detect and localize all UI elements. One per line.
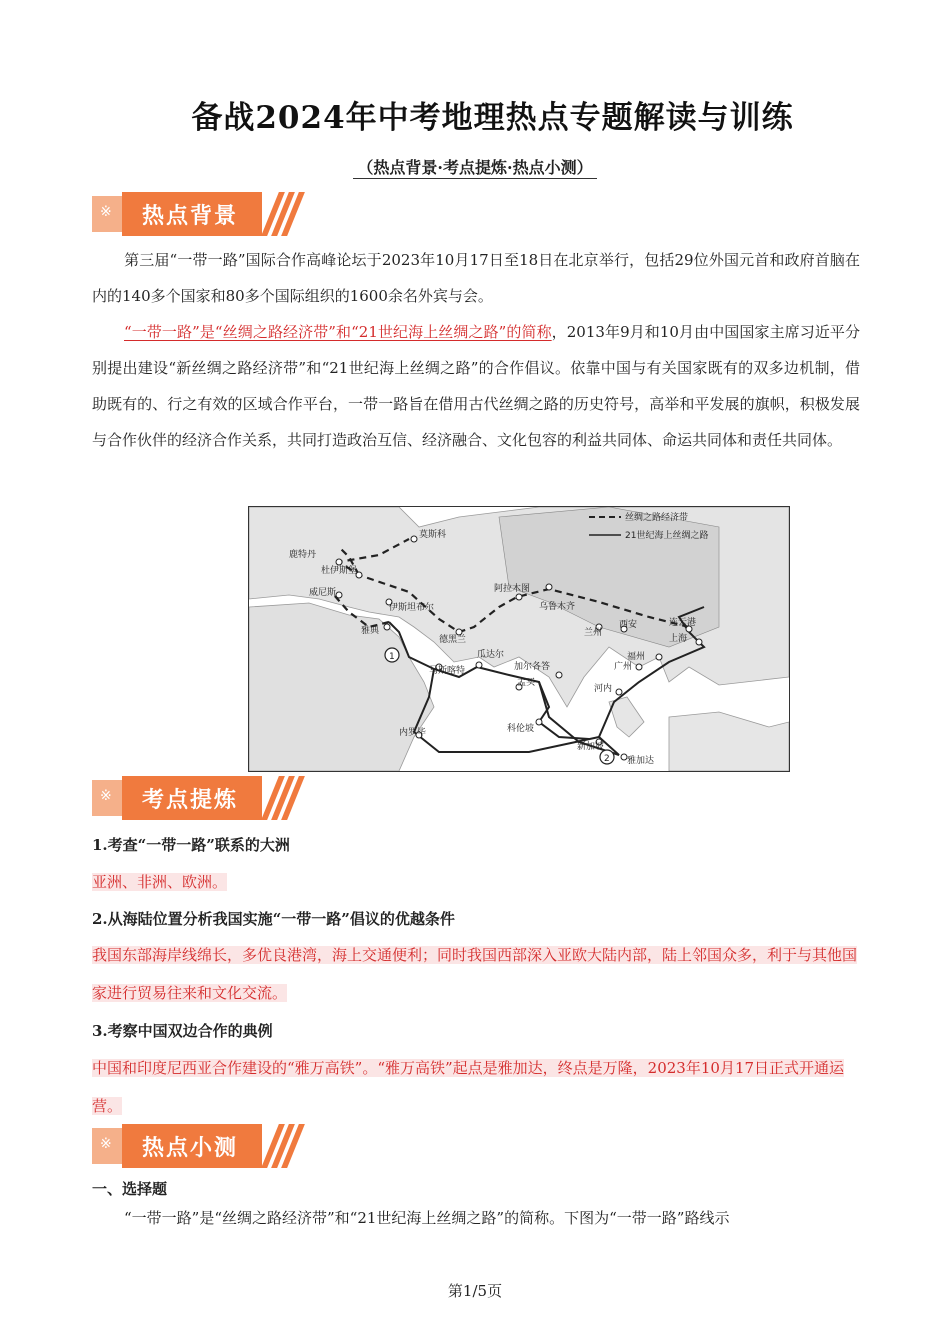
asterisk-icon: ※ — [100, 788, 112, 804]
svg-text:内罗毕: 内罗毕 — [399, 728, 427, 738]
svg-text:杜伊斯堡: 杜伊斯堡 — [321, 566, 358, 576]
section-banner-background — [92, 192, 302, 236]
section-banner-key-points — [92, 776, 302, 820]
svg-text:广州: 广州 — [614, 662, 633, 672]
svg-text:福州: 福州 — [627, 652, 646, 662]
svg-text:雅加达: 雅加达 — [627, 756, 655, 766]
key-point-question-3: 3.考察中国双边合作的典例 — [92, 1022, 273, 1040]
svg-text:科伦坡: 科伦坡 — [507, 724, 535, 734]
marker-1: 1 — [389, 652, 395, 662]
svg-text:孟买: 孟买 — [517, 678, 536, 688]
section-title-quiz: 热点小测 — [142, 1135, 239, 1161]
asterisk-icon: ※ — [100, 204, 112, 220]
svg-text:阿拉木图: 阿拉木图 — [494, 584, 531, 594]
page-title: 备战2024年中考地理热点专题解读与训练 — [191, 100, 794, 136]
svg-text:河内: 河内 — [594, 684, 613, 694]
svg-text:伊斯坦布尔: 伊斯坦布尔 — [389, 603, 435, 613]
svg-text:西安: 西安 — [619, 620, 638, 630]
svg-text:雅典: 雅典 — [361, 626, 380, 636]
svg-text:新加坡: 新加坡 — [577, 742, 605, 752]
section-title-key-points: 考点提炼 — [142, 787, 239, 813]
svg-text:乌鲁木齐: 乌鲁木齐 — [539, 602, 576, 612]
quiz-intro: “一带一路”是“丝绸之路经济带”和“21世纪海上丝绸之路”的简称。下图为“一带一路”路线示 — [124, 1209, 730, 1227]
svg-text:连云港: 连云港 — [669, 618, 697, 628]
svg-text:瓜达尔: 瓜达尔 — [477, 650, 505, 660]
svg-text:鹿特丹: 鹿特丹 — [289, 550, 317, 560]
map-graphic — [249, 507, 789, 771]
highlight-text: “一带一路”是“丝绸之路经济带”和“21世纪海上丝绸之路”的简称 — [124, 323, 552, 341]
page-subtitle: （热点背景·考点提炼·热点小测） — [0, 155, 950, 178]
svg-text:莫斯科: 莫斯科 — [419, 530, 447, 540]
svg-text:马斯喀特: 马斯喀特 — [429, 666, 466, 676]
belt-road-map — [248, 506, 790, 772]
section-banner-quiz — [92, 1124, 302, 1168]
section-title-background: 热点背景 — [142, 203, 239, 229]
asterisk-icon: ※ — [100, 1136, 112, 1152]
page-number: 第1/5页 — [447, 1282, 503, 1300]
background-paragraph-1: 第三届“一带一路”国际合作高峰论坛于2023年10月17日至18日在北京举行，包括29位外国元首和政府首脑在内的140多个国家和80多个国际组织的1600余名外宾与会。 — [92, 251, 860, 305]
svg-text:上海: 上海 — [669, 634, 688, 644]
key-point-question-1: 1.考查“一带一路”联系的大洲 — [92, 836, 290, 854]
svg-text:21世纪海上丝绸之路: 21世纪海上丝绸之路 — [625, 531, 709, 541]
key-point-question-2: 2.从海陆位置分析我国实施“一带一路”倡议的优越条件 — [92, 910, 455, 928]
svg-text:加尔各答: 加尔各答 — [514, 662, 551, 672]
key-point-answer-2: 我国东部海岸线绵长，多优良港湾，海上交通便利；同时我国西部深入亚欧大陆内部，陆上邻国众多，利于与其他国家进行贸易往来和文化交流。 — [92, 946, 858, 1002]
quiz-section-label: 一、选择题 — [92, 1180, 168, 1198]
background-paragraph-2: “一带一路”是“丝绸之路经济带”和“21世纪海上丝绸之路”的简称，2013年9月和10月由中国国家主席习近平分别提出建设“新丝绸之路经济带”和“21世纪海上丝绸之路”的合作倡议。依靠中国与有关国家既有的双多边机制，借助既有的、行之有效的区域合作平台，一带一路旨在借用古代丝绸之路的历史符号，高举和平发展的旗帜，积极发展与合作伙伴的经济合作关系，共同打造政治互信、经济融合、文化包容的利益共同体、命运共同体和责任共同体。 — [92, 323, 860, 449]
svg-text:兰州: 兰州 — [584, 628, 603, 638]
key-point-answer-3: 中国和印度尼西亚合作建设的“雅万高铁”。“雅万高铁”起点是雅加达，终点是万隆，2023年10月17日正式开通运营。 — [92, 1059, 845, 1115]
svg-text:德黑兰: 德黑兰 — [439, 635, 467, 645]
svg-text:威尼斯: 威尼斯 — [309, 588, 337, 598]
svg-text:丝绸之路经济带: 丝绸之路经济带 — [625, 513, 689, 523]
key-point-answer-1: 亚洲、非洲、欧洲。 — [92, 873, 228, 891]
marker-2: 2 — [604, 754, 610, 764]
